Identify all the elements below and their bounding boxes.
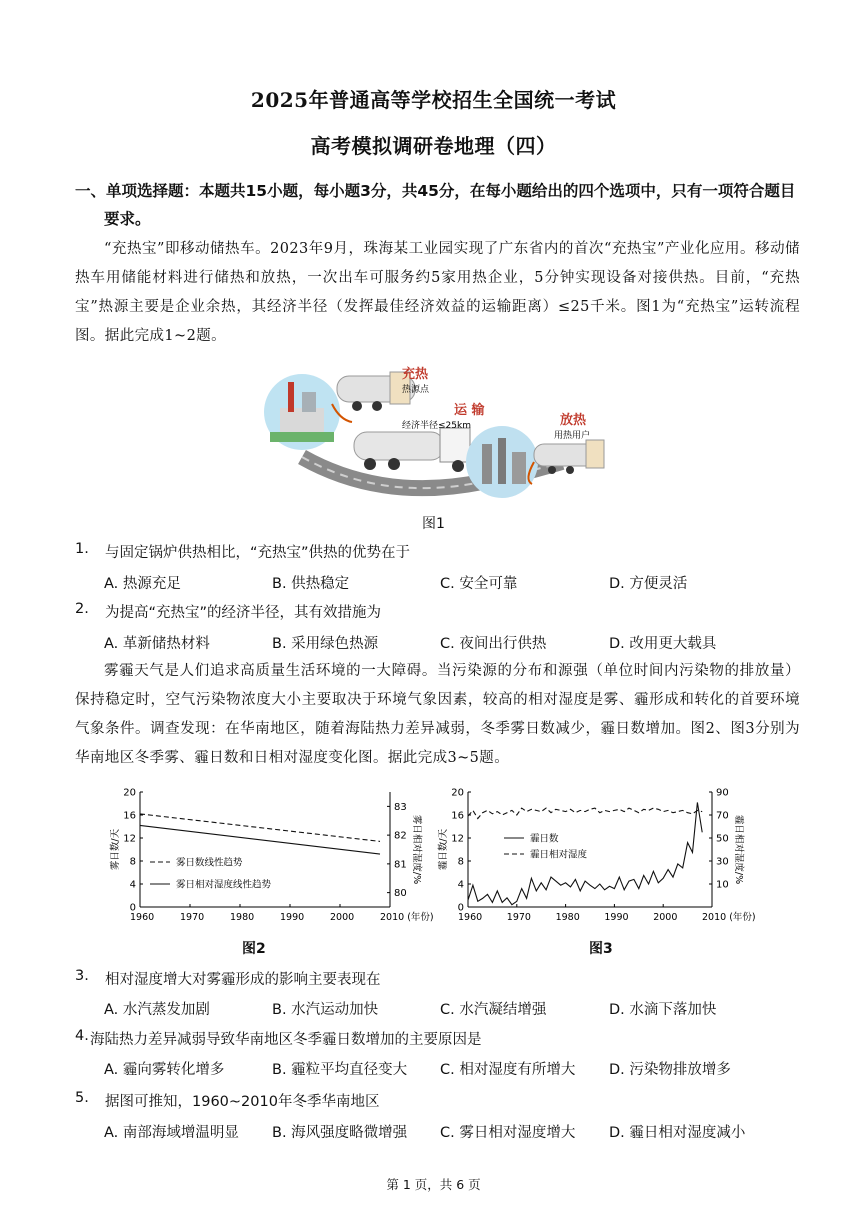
y-right-tick-label: 80 — [394, 888, 407, 900]
series-line-1 — [140, 814, 380, 842]
y-left-tick-label: 16 — [451, 810, 464, 822]
y-right-tick-label: 90 — [716, 787, 729, 799]
figure-1-caption: 图1 — [422, 516, 445, 532]
x-tick-label: 1990 — [280, 912, 305, 923]
y-right-axis-label: 霾日相对湿度/% — [733, 814, 744, 885]
question-2-option-a[interactable]: A. 革新储热材料 — [104, 636, 210, 652]
y-right-tick-label: 70 — [716, 810, 729, 822]
legend-label-1: 霾日数 — [530, 833, 559, 845]
question-1-option-b[interactable]: B. 供热稳定 — [272, 576, 350, 592]
question-1-number: 1. — [75, 541, 89, 557]
question-5-stem: 据图可推知，1960~2010年冬季华南地区 — [105, 1094, 380, 1110]
question-5-option-b[interactable]: B. 海风强度略微增强 — [272, 1125, 408, 1141]
question-3-option-b[interactable]: B. 水汽运动加快 — [272, 1002, 379, 1018]
label-radius: 经济半径≤25km — [402, 421, 471, 431]
y-left-axis-label: 霾日数/天 — [438, 828, 449, 871]
section-heading-cont: 要求。 — [104, 210, 151, 228]
y-left-tick-label: 8 — [129, 856, 136, 868]
y-left-tick-label: 4 — [457, 879, 464, 891]
label-source: 热源点 — [402, 385, 430, 395]
figure-1-illustration — [262, 362, 622, 502]
passage-2: 雾霾天气是人们追求高质量生活环境的一大障碍。当污染源的分布和源强（单位时间内污染物的排放量）保持稳定时，空气污染物浓度大小主要取决于环境气象因素，较高的相对湿度是雾、霾形成和转化的首要环境气象条件。调查发现：在华南地区，随着海陆热力差异减弱，冬季雾日数减少，霾日数增加。图2、图3分别为华南地区冬季雾、霾日数和日相对湿度变化图。据此完成3~5题。 — [75, 663, 800, 766]
y-left-tick-label: 20 — [123, 787, 136, 799]
question-2-stem: 为提高“充热宝”的经济半径，其有效措施为 — [105, 605, 382, 621]
question-5-number: 5. — [75, 1090, 89, 1106]
y-left-axis-label: 雾日数/天 — [110, 828, 121, 871]
y-left-tick-label: 12 — [451, 833, 464, 845]
series-line-2 — [468, 808, 702, 818]
question-4-option-c[interactable]: C. 相对湿度有所增大 — [440, 1062, 576, 1078]
x-tick-label: 1980 — [555, 912, 580, 923]
question-4-option-d[interactable]: D. 污染物排放增多 — [609, 1062, 731, 1078]
question-1-option-d[interactable]: D. 方便灵活 — [609, 576, 688, 592]
y-left-tick-label: 8 — [457, 856, 464, 868]
question-3-number: 3. — [75, 968, 89, 984]
y-left-tick-label: 12 — [123, 833, 136, 845]
question-2-option-d[interactable]: D. 改用更大载具 — [609, 636, 717, 652]
y-left-tick-label: 20 — [451, 787, 464, 799]
figure-2-chart — [108, 784, 438, 932]
exam-title: 2025年普通高等学校招生全国统一考试 — [250, 88, 617, 112]
passage-1: “充热宝”即移动储热车。2023年9月，珠海某工业园实现了广东省内的首次“充热宝”产业化应用。移动储热车用储能材料进行储热和放热，一次出车可服务约5家用热企业，5分钟实现设备对接供热。目前，“充热宝”热源主要是企业余热，其经济半径（发挥最佳经济效益的运输距离）≤25千米。图1为“充热宝”运转流程图。据此完成1~2题。 — [75, 241, 800, 344]
y-left-tick-label: 4 — [129, 879, 136, 891]
question-3-option-c[interactable]: C. 水汽凝结增强 — [440, 1002, 547, 1018]
x-tick-label: 2010 (年份) — [380, 912, 434, 923]
y-right-tick-label: 30 — [716, 856, 729, 868]
x-tick-label: 1980 — [230, 912, 255, 923]
x-tick-label: 1990 — [604, 912, 629, 923]
legend-label-2: 霾日相对湿度 — [530, 849, 588, 861]
question-3-option-a[interactable]: A. 水汽蒸发加剧 — [104, 1002, 210, 1018]
page-footer: 第 1 页，共 6 页 — [386, 1177, 481, 1192]
heat-source-plant-icon — [264, 374, 340, 450]
figure-3-caption: 图3 — [589, 941, 613, 957]
transport-truck-icon — [354, 428, 470, 472]
y-left-tick-label: 16 — [123, 810, 136, 822]
label-user: 用热用户 — [554, 431, 591, 441]
label-discharge: 放热 — [560, 413, 587, 428]
y-right-tick-label: 50 — [716, 833, 729, 845]
question-2-option-b[interactable]: B. 采用绿色热源 — [272, 636, 379, 652]
question-4-option-a[interactable]: A. 霾向雾转化增多 — [104, 1062, 225, 1078]
figure-2-caption: 图2 — [242, 941, 266, 957]
question-5-option-d[interactable]: D. 霾日相对湿度减小 — [609, 1125, 746, 1141]
question-5-option-a[interactable]: A. 南部海域增温明显 — [104, 1125, 239, 1141]
section-heading: 一、单项选择题：本题共15小题，每小题3分，共45分，在每小题给出的四个选项中，只有一项符合题目 — [75, 182, 796, 200]
x-tick-label: 1960 — [458, 912, 483, 923]
question-1-option-c[interactable]: C. 安全可靠 — [440, 576, 518, 592]
y-right-tick-label: 81 — [394, 859, 407, 871]
question-2-option-c[interactable]: C. 夜间出行供热 — [440, 636, 547, 652]
question-3-stem: 相对湿度增大对雾霾形成的影响主要表现在 — [105, 972, 381, 988]
y-left-tick-label: 0 — [129, 902, 136, 914]
question-4-option-b[interactable]: B. 霾粒平均直径变大 — [272, 1062, 408, 1078]
y-right-tick-label: 10 — [716, 879, 729, 891]
label-transport: 运 输 — [454, 403, 485, 418]
heat-user-factory-icon — [466, 426, 538, 498]
x-tick-label: 2000 — [330, 912, 355, 923]
question-4-stem: 海陆热力差异减弱导致华南地区冬季霾日数增加的主要原因是 — [90, 1032, 482, 1048]
legend-label-2: 雾日相对湿度线性趋势 — [176, 879, 272, 891]
x-tick-label: 1960 — [130, 912, 155, 923]
legend-label-1: 雾日数线性趋势 — [176, 857, 243, 869]
question-4-number: 4. — [75, 1028, 89, 1044]
y-right-tick-label: 83 — [394, 801, 407, 813]
y-left-tick-label: 0 — [457, 902, 464, 914]
y-right-tick-label: 82 — [394, 830, 407, 842]
question-1-option-a[interactable]: A. 热源充足 — [104, 576, 181, 592]
question-5-option-c[interactable]: C. 雾日相对湿度增大 — [440, 1125, 576, 1141]
question-2-number: 2. — [75, 601, 89, 617]
x-tick-label: 1970 — [180, 912, 205, 923]
x-tick-label: 2010 (年份) — [702, 912, 756, 923]
x-tick-label: 1970 — [506, 912, 531, 923]
figure-3-chart — [436, 784, 756, 932]
question-3-option-d[interactable]: D. 水滴下落加快 — [609, 1002, 717, 1018]
label-charge: 充热 — [402, 367, 429, 382]
x-tick-label: 2000 — [653, 912, 678, 923]
exam-subtitle: 高考模拟调研卷地理（四） — [310, 134, 557, 158]
question-1-stem: 与固定锅炉供热相比，“充热宝”供热的优势在于 — [105, 545, 411, 561]
series-line-2 — [140, 825, 380, 854]
y-right-axis-label: 雾日相对湿度/% — [411, 814, 422, 885]
